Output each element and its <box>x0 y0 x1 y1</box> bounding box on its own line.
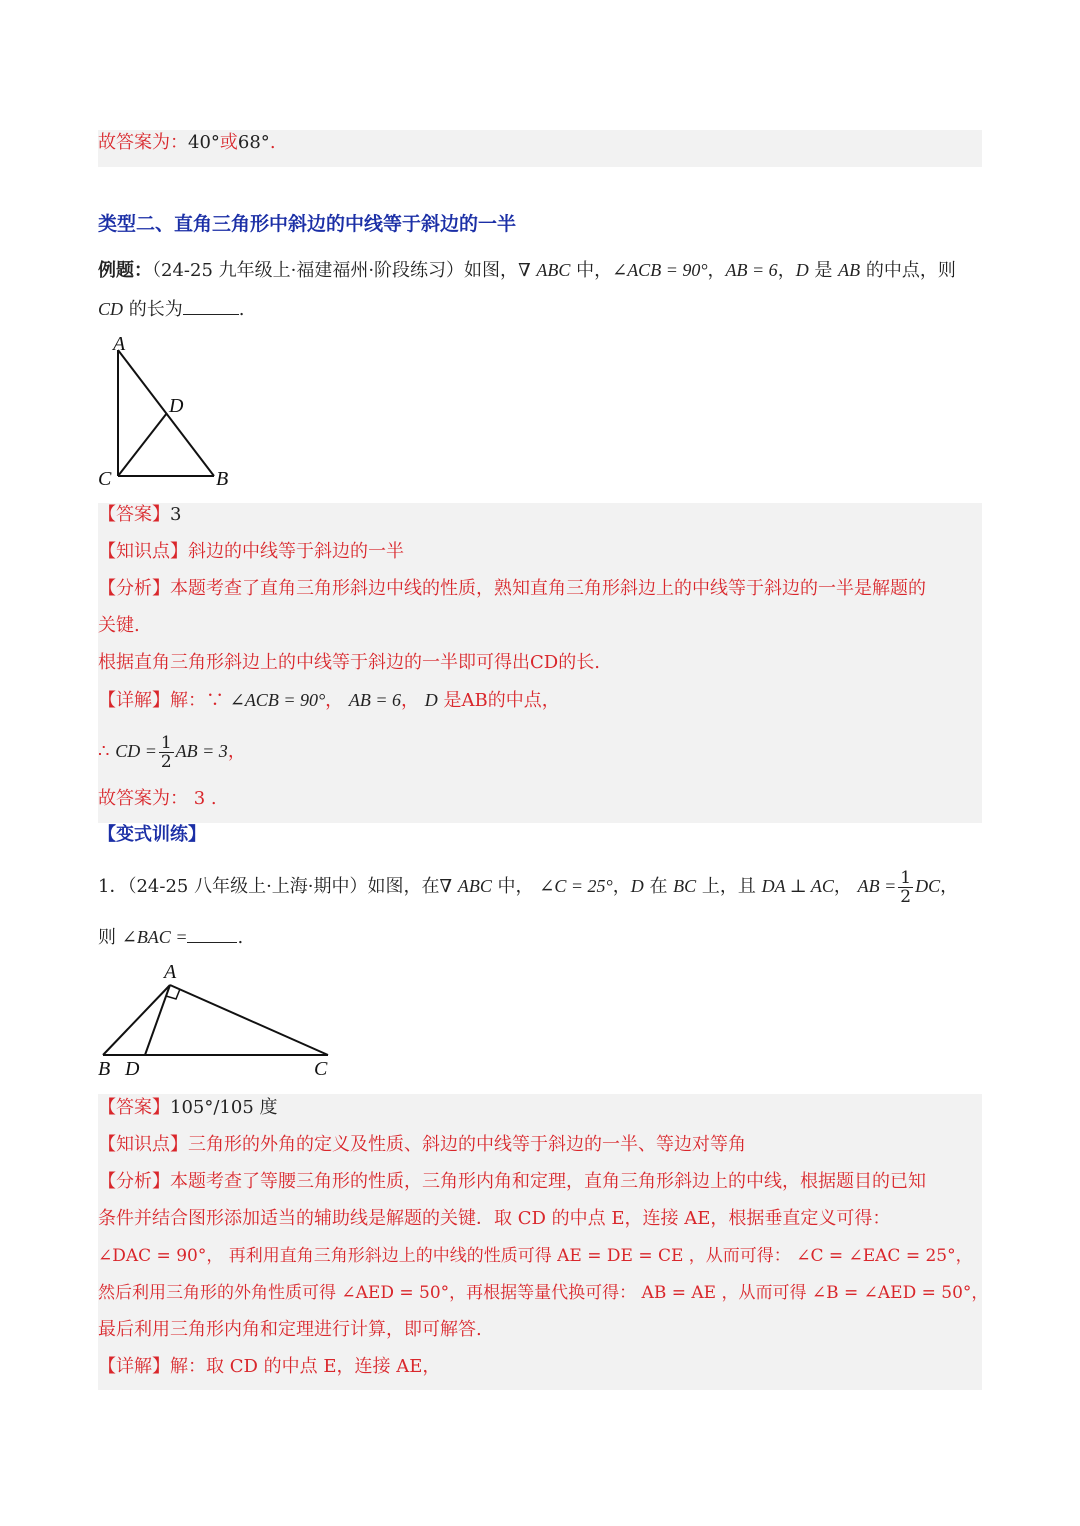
angle-bac: ∠BAC = <box>121 927 188 947</box>
therefore: ∴ <box>98 741 116 762</box>
angle: ∠ACB = 90° <box>229 690 326 710</box>
top-answer-line <box>98 131 276 155</box>
knowledge-tag: 【知识点】 <box>98 541 188 562</box>
answer-row <box>98 1096 278 1120</box>
cd-eq: CD = <box>115 741 157 761</box>
variant-title: 【变式训练】 <box>98 824 206 845</box>
fraction-half <box>159 734 174 771</box>
d: D <box>424 690 438 710</box>
answer-row <box>98 503 181 527</box>
denominator: 2 <box>160 751 172 772</box>
numerator: 1 <box>160 732 172 753</box>
example-lead: 例题： <box>98 260 152 281</box>
abc: ABC <box>536 260 571 280</box>
text: ， <box>707 260 726 281</box>
text: 中， <box>491 876 540 897</box>
answer-or: 或 <box>219 132 238 153</box>
analysis-row-1 <box>98 1170 926 1194</box>
detail-tag: 【详解】 <box>98 1356 170 1377</box>
label-a: A <box>113 333 126 355</box>
q1-line-2 <box>98 924 243 950</box>
answer-value-a: 40° <box>188 132 220 153</box>
answer-box-1 <box>98 503 982 823</box>
example-line-1 <box>98 258 956 283</box>
text: . <box>237 927 244 948</box>
detail-text: 解：取 CD 的中点 E，连接 AE， <box>170 1356 441 1377</box>
knowledge-value: 斜边的中线等于斜边的一半 <box>188 541 404 562</box>
detail-row-1 <box>98 688 560 713</box>
example-source: （24-25 九年级上·福建福州·阶段练习）如图， <box>152 260 519 281</box>
answer-tag: 【答案】 <box>98 1097 170 1118</box>
detail-row-2 <box>98 729 246 774</box>
text: 解：∵ <box>170 690 230 711</box>
answer-end: . <box>269 132 276 153</box>
label-b: B <box>98 1058 111 1080</box>
analysis-row-3: ∠DAC = 90°， 再利用直角三角形斜边上的中线的性质可得 AE = DE = CE ，从而可得： ∠C = ∠EAC = 25°， <box>98 1246 973 1266</box>
label-d: D <box>125 1058 140 1080</box>
text: ， <box>612 876 631 897</box>
knowledge-value: 三角形的外角的定义及性质、斜边的中线等于斜边的一半、等边对等角 <box>188 1134 746 1155</box>
label-d: D <box>169 395 184 417</box>
text: . <box>238 299 245 320</box>
answer-blank <box>187 924 237 943</box>
text: 则 <box>98 927 122 948</box>
label-c: C <box>98 468 112 490</box>
answer-value: 105°/105 度 <box>170 1097 278 1118</box>
denominator: 2 <box>900 886 912 907</box>
section-title: 类型二、直角三角形中斜边的中线等于斜边的一半 <box>98 213 517 235</box>
analysis-row-2: 条件并结合图形添加适当的辅助线是解题的关键．取 CD 的中点 E，连接 AE，根据垂直定义可得： <box>98 1208 891 1229</box>
ab-eq: AB = <box>857 876 897 896</box>
detail-tag: 【详解】 <box>98 690 170 711</box>
ab-eq: AB = 3 <box>175 741 228 761</box>
text: ， <box>940 876 959 897</box>
final-answer-row: 故答案为： 3 . <box>98 788 217 809</box>
segment-bc: BC <box>673 876 697 896</box>
q1-source: （24-25 八年级上·上海·期中）如图，在 <box>127 876 440 897</box>
fraction-half <box>898 869 913 906</box>
perp: DA ⊥ AC <box>761 876 834 896</box>
figure-triangle-bdc <box>95 958 345 1083</box>
text: 在 <box>643 876 674 897</box>
answer-value-b: 68° <box>237 132 270 153</box>
analysis-tag: 【分析】 <box>98 1171 170 1192</box>
segment-dc: DC <box>915 876 941 896</box>
ab6: AB = 6 <box>348 690 402 710</box>
text: 上，且 <box>696 876 762 897</box>
text: 是AB的中点， <box>437 690 560 711</box>
knowledge-tag: 【知识点】 <box>98 1134 188 1155</box>
analysis-text: 本题考查了直角三角形斜边中线的性质，熟知直角三角形斜边上的中线等于斜边的一半是解题的 <box>170 578 926 599</box>
label-a: A <box>164 961 177 983</box>
answer-tag: 【答案】 <box>98 504 170 525</box>
analysis-row-1 <box>98 577 926 601</box>
label-b: B <box>216 468 229 490</box>
knowledge-row <box>98 1133 746 1157</box>
triangle-symbol: ∇ <box>518 260 531 281</box>
knowledge-row <box>98 540 404 564</box>
text: 是 <box>808 260 839 281</box>
answer-blank <box>183 296 239 315</box>
text: ， <box>227 741 246 762</box>
analysis-text: 本题考查了等腰三角形的性质，三角形内角和定理，直角三角形斜边上的中线，根据题目的已知 <box>170 1171 926 1192</box>
answer-label: 故答案为： <box>98 132 188 153</box>
point-d: D <box>630 876 644 896</box>
example-line-2 <box>98 296 244 322</box>
triangle-symbol: ∇ <box>439 876 453 897</box>
angle-acb: ∠ACB = 90° <box>612 260 708 280</box>
q1-number: 1． <box>98 876 128 897</box>
analysis-row-5: 最后利用三角形内角和定理进行计算，即可解答. <box>98 1319 482 1340</box>
angle-c: ∠C = 25° <box>539 876 613 896</box>
detail-row-1 <box>98 1355 440 1379</box>
numerator: 1 <box>900 867 912 888</box>
analysis-row-4: 然后利用三角形的外角性质可得 ∠AED = 50°，再根据等量代换可得： AB = AE ，从而可得 ∠B = ∠AED = 50°， <box>98 1283 989 1303</box>
text: ， <box>777 260 796 281</box>
analysis-row-2: 关键. <box>98 615 140 636</box>
q1-line-1 <box>98 866 958 907</box>
label-c: C <box>314 1058 328 1080</box>
analysis-row-3: 根据直角三角形斜边上的中线等于斜边的一半即可得出CD的长. <box>98 652 600 673</box>
text: 中， <box>570 260 613 281</box>
answer-value: 3 <box>170 504 182 525</box>
figure-right-triangle <box>95 330 245 495</box>
text: ， <box>401 690 425 711</box>
text: 的长为 <box>123 299 183 320</box>
text: ， <box>833 876 858 897</box>
analysis-tag: 【分析】 <box>98 578 170 599</box>
ab-equals-6: AB = 6 <box>725 260 778 280</box>
text: 的中点，则 <box>860 260 956 281</box>
segment-ab: AB <box>838 260 861 280</box>
abc: ABC <box>457 876 492 896</box>
answer-box-2 <box>98 1094 989 1390</box>
segment-cd: CD <box>98 299 124 319</box>
point-d: D <box>795 260 809 280</box>
text: ， <box>325 690 349 711</box>
